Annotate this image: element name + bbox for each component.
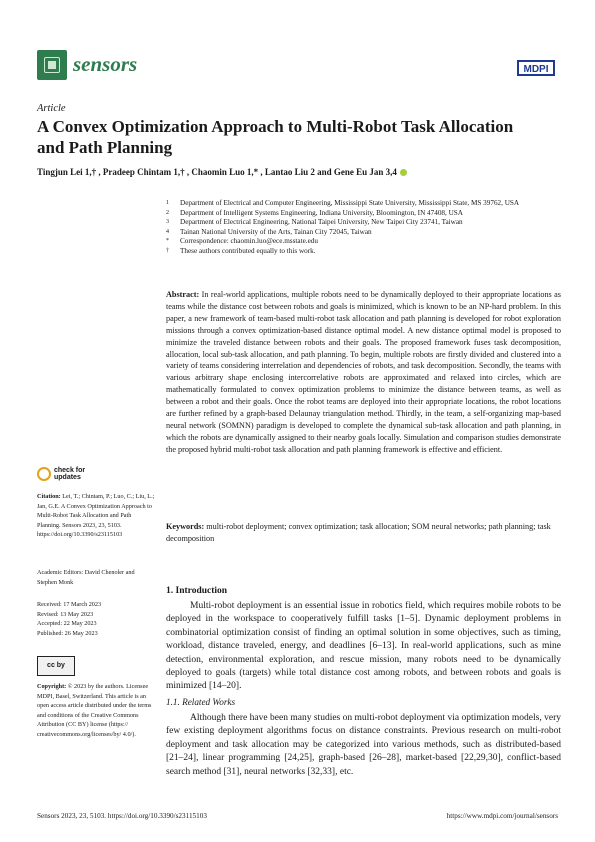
footer-citation[interactable]: Sensors 2023, 23, 5103. https://doi.org/10.3390/s23115103 xyxy=(37,812,207,820)
abstract-text: In real-world applications, multiple robots need to be dynamically deployed to their appropriate locations as teams while the distance cost between robots and goals is minimized, which is known to be an NP-hard problem. In this paper, a new framework of team-based multi-robot task allocation and path planning is developed for robot exploration missions through a convex optimization-based distance optimal model. A new distance optimal model is proposed to minimize the traveled distance between robots and their goals. The proposed framework fuses task decomposition, allocation, local sub-task allocation, and path planning. To begin, multiple robots are firstly divided and clustered into a variety of teams considering interrelation and dependencies of robots, and task decomposition. Secondly, the teams with various arbitrary shape enclosing intercorrelative robots are approximated and relaxed into circles, which are mathematically formulated to convex optimization problems to minimize the distance between teams, as well as between a robot and their goals. Once the robot teams are deployed into their appropriate locations, the robot locations are further refined by a graph-based Delaunay triangulation method. Thirdly, in the team, a self-organizing map-based neural network (SOMNN) paradigm is developed to complete the dynamical sub-task allocation and path planning, in which the robots are dynamically assigned to their nearby goals locally. Simulation and comparison studies demonstrate the proposed hybrid multi-robot task allocation and path planning framework is effective and efficient. xyxy=(166,290,561,454)
author-list xyxy=(37,167,557,177)
affiliation-item: 2 Department of Intelligent Systems Engineering, Indiana University, Bloomington, IN 47408, USA xyxy=(166,208,463,217)
citation-text: Lei, T.; Chintam, P.; Luo, C.; Liu, L.; Jan, G.E. A Convex Optimization Approach to Multi-Robot Task Allocation and Path Planning. Sensors 2023, 23, 5103. https://doi.org/10.3390/s23115103 xyxy=(37,493,155,538)
check-updates-icon xyxy=(37,467,51,481)
affiliation-item: 4 Tainan National University of the Arts, Tainan City 72045, Taiwan xyxy=(166,227,372,236)
citation-block xyxy=(37,492,155,540)
mdpi-logo xyxy=(514,58,558,78)
footer-journal-link[interactable]: https://www.mdpi.com/journal/sensors xyxy=(446,812,558,820)
journal-logo xyxy=(37,50,67,80)
academic-editors: Academic Editors: David Chenoler and Stephen Monk xyxy=(37,569,135,586)
authors-text: Tingjun Lei 1,† , Pradeep Chintam 1,† , Chaomin Luo 1,* , Lantao Liu 2 and Gene Eu Jan 3,4 xyxy=(37,167,397,177)
date-published: Published: 26 May 2023 xyxy=(37,629,98,637)
copyright-label: Copyright: xyxy=(37,683,67,690)
orcid-icon[interactable] xyxy=(400,169,407,176)
equal-contribution-note: † These authors contributed equally to this work. xyxy=(166,246,316,255)
date-received: Received: 17 March 2023 xyxy=(37,601,102,608)
cc-by-license-icon[interactable]: cc by xyxy=(37,656,75,676)
date-revised: Revised: 13 May 2023 xyxy=(37,610,94,618)
copyright-block xyxy=(37,682,155,739)
related-works-paragraph: Although there have been many studies on multi-robot deployment via optimization models, very few existing deployment algorithms focus on distance constraints. Previous research on multi-robot deployment and task allocation may be categorized into various methods, such as distributed-based [21–24], linear programming [24,25], graph-based [26–28], market-based [22,29,30], conflict-based search method [31], neural networks [32,33], etc. xyxy=(166,713,561,777)
intro-paragraph: Multi-robot deployment is an essential issue in robotics field, which requires mobile robots to be deployed in the workspace to cooperatively fulfill tasks [1–5]. Dynamic deployment problems in combinatorial optimization consist of finding an optimal solution in some objectives, such as timing, workload, distance traveled, energy, and deadlines [6–13]. In real-world applications, such as mine detection, environmental exploration, and rescue mission, many robots need to be dynamically deployed to goals (targets) while total distance cost among robots, and between robots and goals is minimized [14–20]. xyxy=(166,601,561,692)
paper-title: A Convex Optimization Approach to Multi-Robot Task Allocation and Path Planning xyxy=(37,117,514,157)
affiliation-item: 3 Department of Electrical Engineering, National Taipei University, New Taipei City 23741, Taiwan xyxy=(166,218,463,226)
check-for-updates-badge[interactable]: check for updates xyxy=(37,465,94,483)
subsection-heading: 1.1. Related Works xyxy=(166,697,236,707)
article-type: Article xyxy=(37,103,66,114)
abstract-label: Abstract: xyxy=(166,290,200,299)
affiliations xyxy=(166,199,546,256)
date-accepted: Accepted: 22 May 2023 xyxy=(37,620,97,627)
mdpi-logo-text: MDPI xyxy=(523,64,549,75)
copyright-text: © 2023 by the authors. Licensee MDPI, Basel, Switzerland. This article is an open access article distributed under the terms and conditions of the Creative Commons Attribution (CC BY) license (https:// creativecommons.org/licenses/by/ 4.0/). xyxy=(37,683,152,738)
section-heading: 1. Introduction xyxy=(166,586,228,596)
dates-block xyxy=(37,600,155,638)
correspondence: * Correspondence: chaomin.luo@ece.msstate.edu xyxy=(166,237,318,245)
journal-name: sensors xyxy=(73,52,138,76)
affiliation-item: 1 Department of Electrical and Computer Engineering, Mississippi State University, Mississippi State, MS 39762, USA xyxy=(166,199,520,207)
citation-label: Citation: xyxy=(37,493,61,500)
abstract xyxy=(166,289,561,456)
keywords-text: multi-robot deployment; convex optimization; task allocation; SOM neural networks; path planning; task decomposition xyxy=(166,522,551,543)
keywords xyxy=(166,521,561,544)
keywords-label: Keywords: xyxy=(166,522,205,531)
